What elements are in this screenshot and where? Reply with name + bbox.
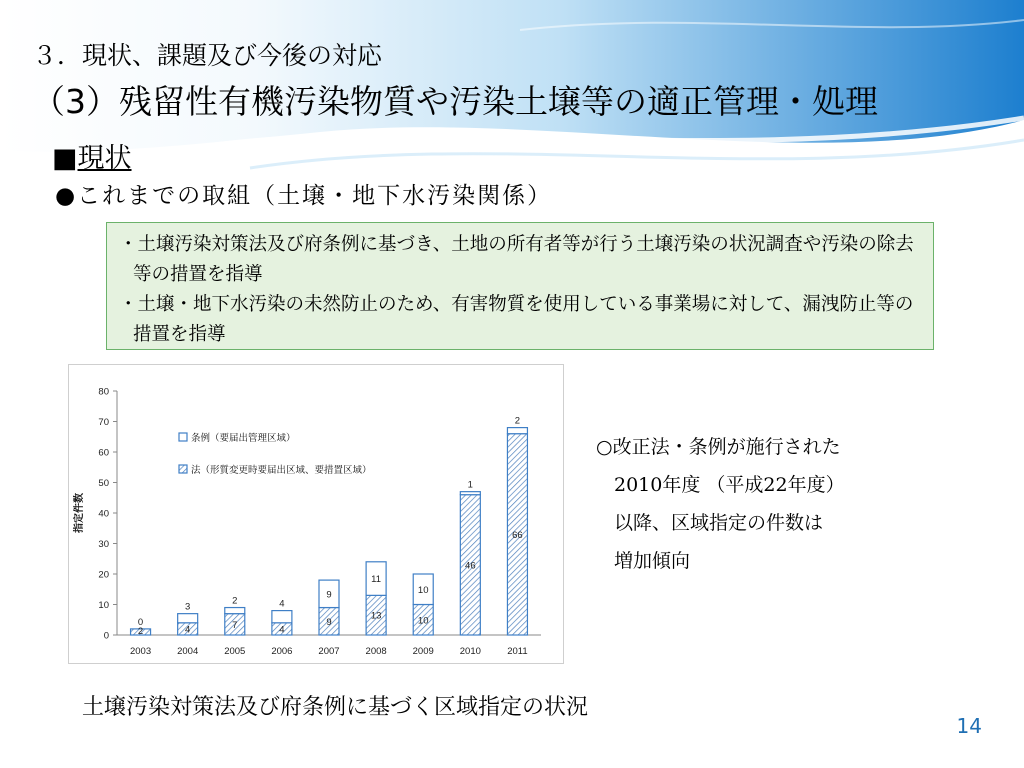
x-tick-label: 2009 [412,646,434,657]
legend-swatch-ordinance [179,433,187,441]
x-tick-label: 2004 [177,646,199,657]
data-label-ordinance: 3 [185,601,191,613]
data-label-ordinance: 11 [371,574,382,586]
data-label-law: 66 [512,529,523,541]
y-tick-label: 50 [98,478,109,489]
bullet-heading: ●これまでの取組（土壌・地下水汚染関係） [55,183,553,209]
data-label-law: 2 [137,626,144,637]
x-tick-label: 2005 [224,646,246,657]
data-label-ordinance: 2 [514,415,521,427]
page-subtitle: （3）残留性有機汚染物質や汚染土壌等の適正管理・処理 [32,82,878,121]
data-label-ordinance: 0 [137,616,144,628]
y-tick-label: 0 [103,630,109,642]
bar-ordinance-2010 [460,492,480,495]
x-tick-label: 2003 [129,646,152,657]
page-title: ３．現状、課題及び今後の対応 [32,41,383,70]
bar-ordinance-2006 [272,611,292,623]
y-tick-label: 30 [98,539,109,550]
y-tick-label: 70 [98,417,109,428]
x-tick-label: 2006 [271,646,293,657]
note-line: 2010年度 （平成22年度） [614,474,845,496]
y-tick-label: 20 [98,569,109,581]
data-label-ordinance: 4 [279,598,285,610]
trend-note [596,428,845,580]
note-line: ○改正法・条例が施行された [596,436,841,458]
section-marker: ■ [52,143,78,174]
data-label-law: 7 [232,619,238,631]
y-tick-label: 40 [98,508,109,520]
y-tick-label: 80 [98,386,109,398]
bar-chart [69,365,563,663]
data-label-ordinance: 9 [326,589,332,601]
x-tick-label: 2011 [507,646,528,657]
box-item: ・土壌・地下水汚染の未然防止のため、有害物質を使用している事業場に対して、漏洩防止等の措置を指導 [119,294,914,345]
bar-ordinance-2004 [178,614,198,623]
data-label-law: 4 [279,624,285,636]
chart-caption: 土壌汚染対策法及び府条例に基づく区域指定の状況 [82,695,589,720]
x-tick-label: 2007 [318,646,340,657]
measures-box [106,222,934,350]
page-number: 14 [956,714,982,738]
y-axis-title: 指定件数 [74,493,85,533]
note-line: 増加傾向 [614,550,691,572]
section-heading [52,136,132,175]
bar-ordinance-2011 [507,428,527,434]
legend-label-law: 法（形質変更時要届出区域、要措置区域） [191,465,372,476]
legend-label-ordinance: 条例（要届出管理区域） [191,433,296,444]
y-tick-label: 60 [98,447,109,459]
data-label-law: 13 [370,610,382,622]
x-tick-label: 2008 [365,646,387,657]
legend-swatch-law [179,465,187,473]
chart-frame [68,364,564,664]
data-label-law: 4 [185,624,191,636]
bar-ordinance-2005 [225,608,245,614]
box-item: ・土壌汚染対策法及び府条例に基づき、土地の所有者等が行う土壌汚染の状況調査や汚染の除去等の措置を指導 [119,234,914,285]
data-label-law: 10 [417,615,429,627]
data-label-ordinance: 10 [417,584,429,596]
data-label-ordinance: 2 [232,595,238,607]
y-tick-label: 10 [98,600,109,611]
data-label-ordinance: 1 [467,479,473,491]
data-label-law: 9 [326,616,332,628]
section-label: 現状 [77,143,132,174]
data-label-law: 46 [465,560,476,572]
x-tick-label: 2010 [459,646,481,657]
note-line: 以降、区域指定の件数は [614,512,824,534]
